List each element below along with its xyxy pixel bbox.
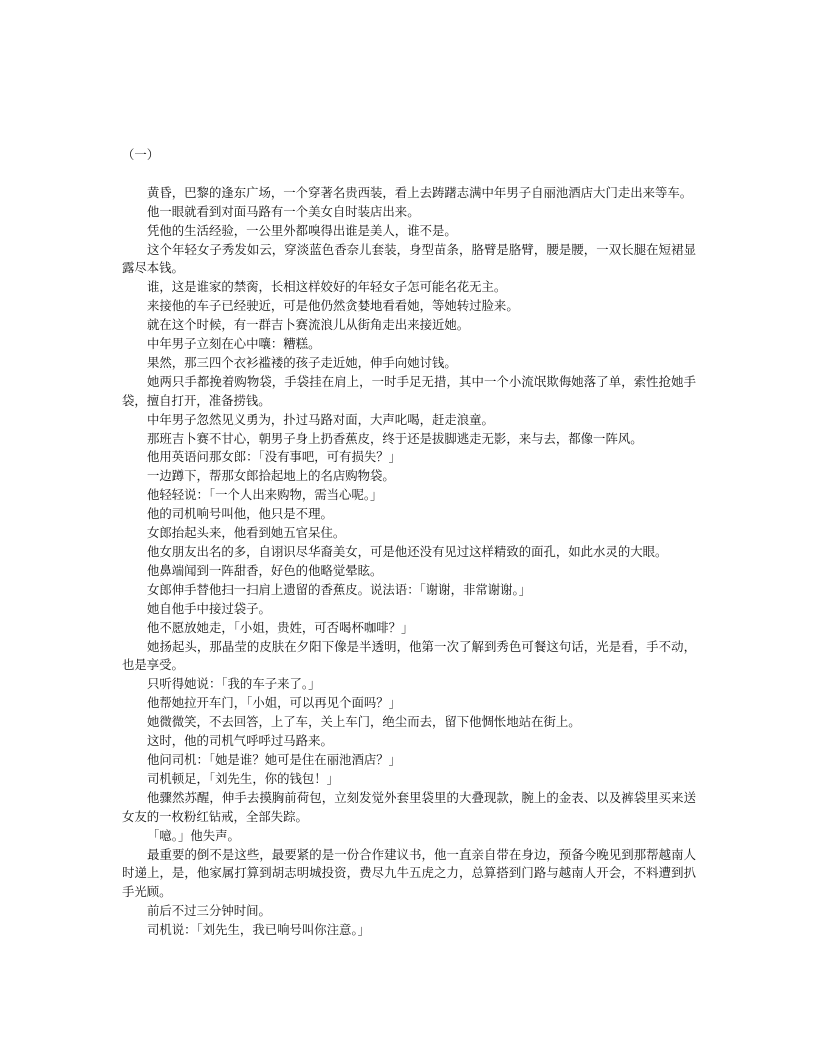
paragraph: 就在这个时候，有一群吉卜赛流浪儿从街角走出来接近她。 — [147, 317, 470, 333]
paragraph: 司机说：「刘先生，我已响号叫你注意。」 — [147, 922, 371, 938]
paragraph: 他的司机响号叫他，他只是不理。 — [147, 506, 333, 522]
paragraph: 女郎伸手替他扫一扫肩上遗留的香蕉皮。说法语：「谢谢，非常谢谢。」 — [147, 581, 532, 597]
paragraph: 她两只手都挽着购物袋，手袋挂在肩上，一时手足无措，其中一个小流氓欺侮她落了单，索性抢她手袋，擅自打开，准备捞钱。 — [122, 373, 696, 408]
paragraph: 来接他的车子已经驶近，可是他仍然贪婪地看看她，等她转过脸来。 — [147, 298, 519, 314]
paragraph-list — [122, 184, 696, 940]
paragraph: 他轻轻说：「一个人出来购物，需当心呢。」 — [147, 487, 383, 503]
paragraph: 前后不过三分钟时间。 — [147, 903, 271, 919]
paragraph: 果然，那三四个衣衫褴褛的孩子走近她，伸手向她讨钱。 — [147, 354, 457, 370]
paragraph: 只听得她说：「我的车子来了。」 — [147, 676, 321, 692]
paragraph: 他问司机：「她是谁？她可是住在丽池酒店？」 — [147, 751, 402, 767]
paragraph: 他骤然苏醒，伸手去摸胸前荷包，立刻发觉外套里袋里的大叠现款，腕上的金表、以及裤袋里买来送女友的一枚粉红钻戒，全部失踪。 — [122, 789, 696, 824]
paragraph: 司机顿足，「刘先生，你的钱包！」 — [147, 770, 340, 786]
paragraph: 一边蹲下，帮那女郎拾起地上的名店购物袋。 — [147, 468, 395, 484]
paragraph: 他一眼就看到对面马路有一个美女自时装店出来。 — [147, 203, 420, 219]
document-body — [122, 146, 696, 940]
paragraph: 谁，这是谁家的禁脔，长相这样姣好的年轻女子怎可能名花无主。 — [147, 279, 507, 295]
chapter-heading: （一） — [122, 147, 160, 162]
paragraph: 这时，他的司机气呼呼过马路来。 — [147, 733, 333, 749]
paragraph: 他用英语问那女郎：「没有事吧，可有损失？」 — [147, 449, 402, 465]
paragraph: 她自他手中接过袋子。 — [147, 600, 271, 616]
paragraph: 中年男子忽然见义勇为，扑过马路对面，大声叱喝，赶走浪童。 — [147, 411, 494, 427]
paragraph: 她扬起头，那晶莹的皮肤在夕阳下像是半透明，他第一次了解到秀色可餐这句话，光是看，手不动，也是享受。 — [122, 638, 696, 673]
paragraph: 最重要的倒不是这些，最要紧的是一份合作建议书，他一直亲自带在身边，预备今晚见到那帮越南人时递上，是，他家属打算到胡志明城投资，费尽九牛五虎之力，总算搭到门路与越南人开会，不料遭到扒手光顾。 — [122, 846, 696, 900]
paragraph: 黄昏，巴黎的逢东广场，一个穿著名贵西装，看上去踌躇志满中年男子自丽池酒店大门走出来等车。 — [147, 184, 693, 200]
paragraph: 中年男子立刻在心中嚷：糟糕。 — [147, 336, 321, 352]
paragraph: 女郎抬起头来，他看到她五官呆住。 — [147, 525, 346, 541]
paragraph: 那班吉卜赛不甘心，朝男子身上扔香蕉皮，终于还是拔脚逃走无影，来与去，都像一阵风。 — [147, 430, 643, 446]
paragraph: 这个年轻女子秀发如云，穿淡蓝色香奈儿套装，身型苗条，胳臂是胳臂，腰是腰，一双长腿在短裙显露尽本钱。 — [122, 241, 696, 276]
paragraph: 他不愿放她走，「小姐，贵姓，可否喝杯咖啡？」 — [147, 619, 414, 635]
paragraph: 「噫。」他失声。 — [147, 827, 240, 843]
paragraph: 凭他的生活经验，一公里外都嗅得出谁是美人，谁不是。 — [147, 222, 457, 238]
paragraph: 她微微笑，不去回答，上了车，关上车门，绝尘而去，留下他惆怅地站在街上。 — [147, 714, 581, 730]
paragraph: 他鼻端闻到一阵甜香，好色的他略觉晕眩。 — [147, 562, 383, 578]
paragraph: 他帮她拉开车门，「小姐，可以再见个面吗？」 — [147, 695, 402, 711]
paragraph: 他女朋友出名的多，自诩识尽华裔美女，可是他还没有见过这样精致的面孔，如此水灵的大眼。 — [147, 544, 668, 560]
